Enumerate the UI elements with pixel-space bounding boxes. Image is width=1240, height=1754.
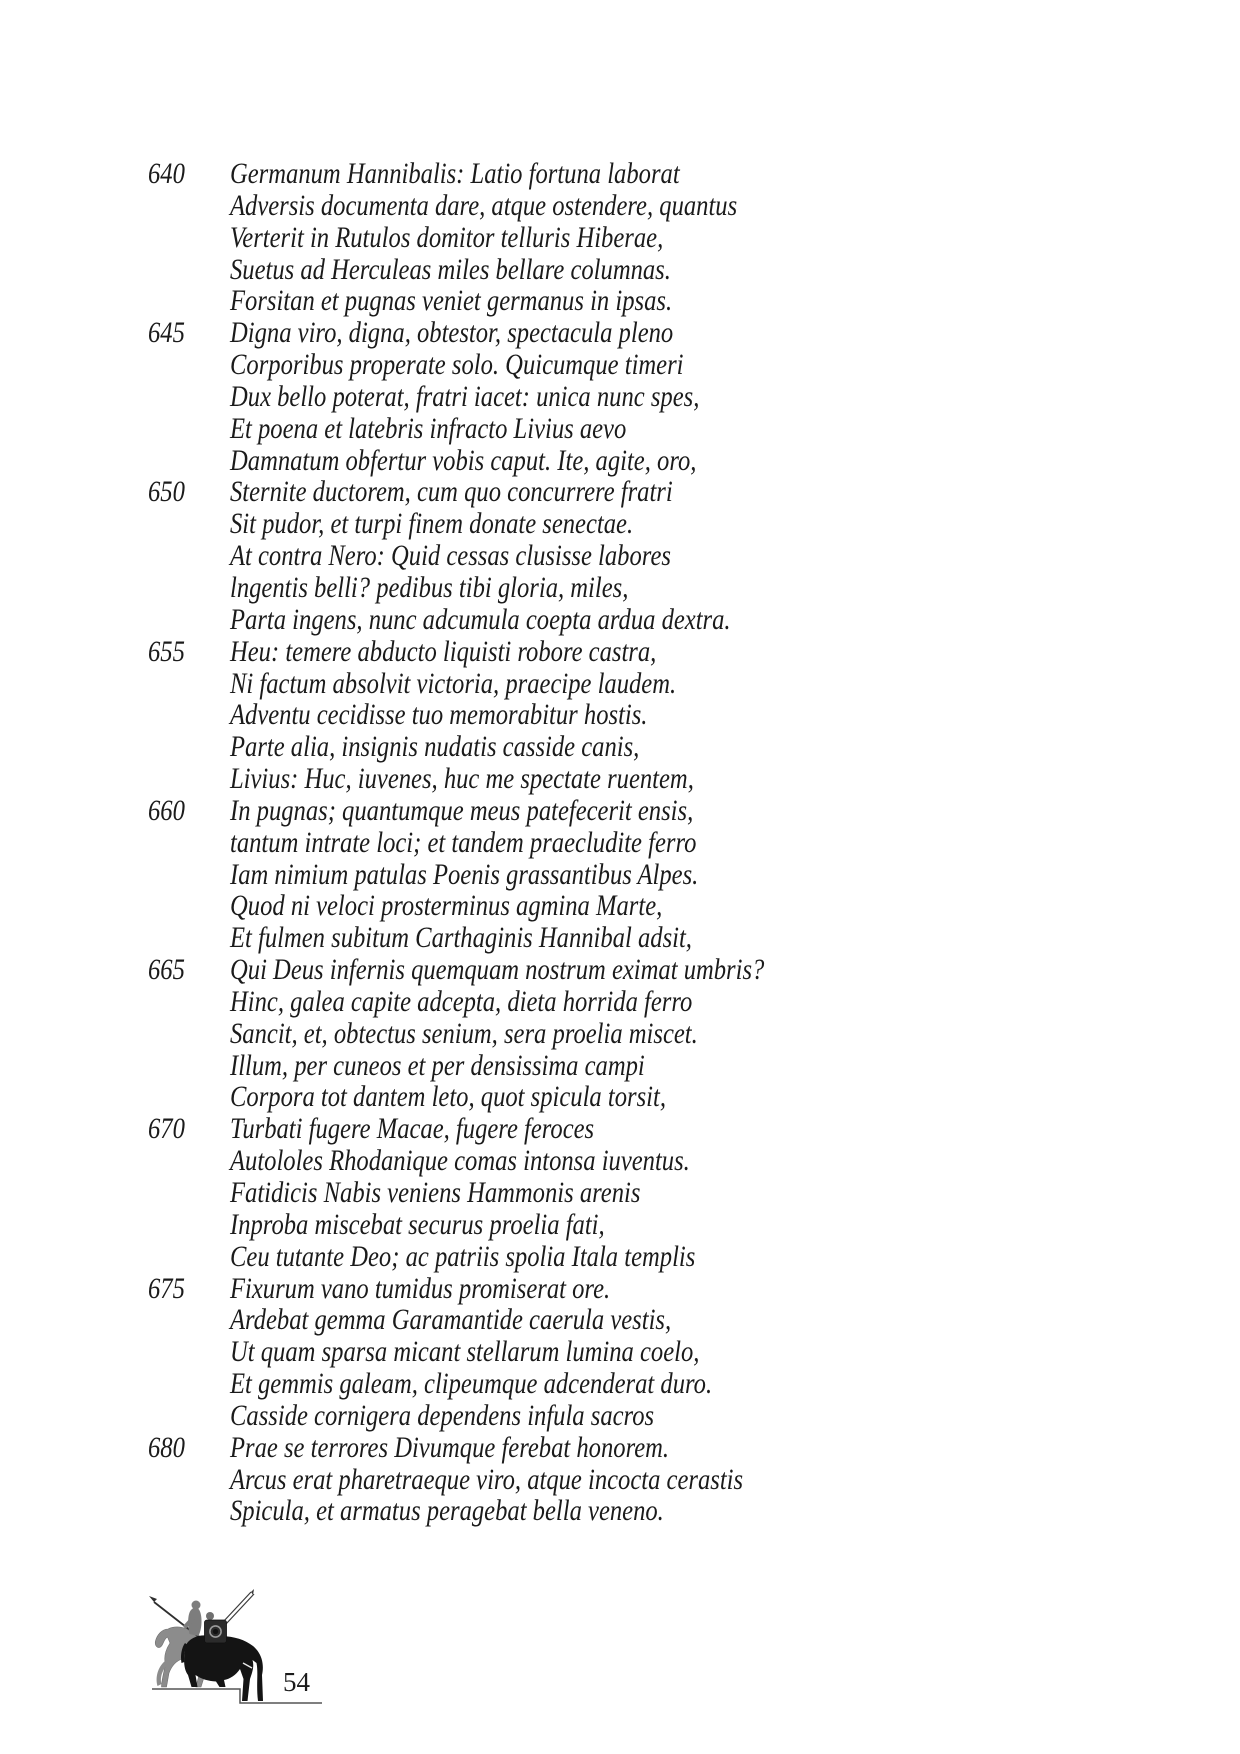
turret-icon: [205, 1612, 227, 1643]
line-text: Inproba miscebat securus proelia fati,: [230, 1207, 605, 1241]
line-text: Spicula, et armatus peragebat bella veneno.: [230, 1494, 664, 1528]
poem-line: [148, 859, 882, 891]
line-number: [148, 445, 215, 477]
poem-line: [148, 190, 882, 222]
poem-line: [148, 699, 882, 731]
poem-line: [148, 1177, 882, 1209]
line-number: [148, 349, 215, 381]
line-number: [148, 1368, 215, 1400]
line-number: 670: [148, 1112, 185, 1146]
line-text: Illum, per cuneos et per densissima campi: [230, 1048, 645, 1082]
line-text: Corpora tot dantem leto, quot spicula torsit,: [230, 1080, 666, 1114]
line-text: Digna viro, digna, obtestor, spectacula pleno: [230, 316, 674, 350]
poem-line: [148, 827, 882, 859]
line-text: Damnatum obfertur vobis caput. Ite, agite, oro,: [230, 443, 697, 477]
poem-line: [148, 1464, 882, 1496]
line-text: Ardebat gemma Garamantide caerula vestis,: [230, 1303, 672, 1337]
line-number: [148, 1336, 215, 1368]
line-number: [148, 1241, 215, 1273]
poem-text-block: [148, 158, 882, 1527]
poem-line: [148, 413, 882, 445]
poem-line: [148, 540, 882, 572]
line-text: Parta ingens, nunc adcumula coepta ardua dextra.: [230, 602, 731, 636]
line-text: Qui Deus infernis quemquam nostrum eximat umbris?: [230, 953, 765, 987]
line-number: [148, 1081, 215, 1113]
line-number: [148, 668, 215, 700]
poem-line: [148, 222, 882, 254]
poem-line: [148, 1495, 882, 1527]
line-number: [148, 922, 215, 954]
line-number: [148, 604, 215, 636]
line-text: Ut quam sparsa micant stellarum lumina coelo,: [230, 1335, 700, 1369]
line-text: Sternite ductorem, cum quo concurrere fratri: [230, 475, 673, 509]
line-text: Ceu tutante Deo; ac patriis spolia Itala templis: [230, 1239, 696, 1273]
line-number: [148, 1177, 215, 1209]
line-number: 660: [148, 793, 185, 827]
line-number: [148, 222, 215, 254]
line-text: Fixurum vano tumidus promiserat ore.: [230, 1271, 611, 1305]
line-text: Et gemmis galeam, clipeumque adcenderat duro.: [230, 1367, 713, 1401]
line-number: [148, 381, 215, 413]
poem-line: [148, 1336, 882, 1368]
line-text: Heu: temere abducto liquisti robore castra,: [230, 634, 657, 668]
line-number: 655: [148, 634, 185, 668]
line-number: [148, 1495, 215, 1527]
line-number: 675: [148, 1271, 185, 1305]
line-number: [148, 731, 215, 763]
poem-line: [148, 1018, 882, 1050]
line-number: 650: [148, 475, 185, 509]
line-number: [148, 859, 215, 891]
line-number: 680: [148, 1430, 185, 1464]
line-number: [148, 1018, 215, 1050]
line-number: [148, 699, 215, 731]
line-text: Turbati fugere Macae, fugere feroces: [230, 1112, 595, 1146]
line-text: Corporibus properate solo. Quicumque timeri: [230, 348, 684, 382]
line-text: tantum intrate loci; et tandem praecludite ferro: [230, 825, 697, 859]
poem-line: [148, 986, 882, 1018]
poem-line: [148, 668, 882, 700]
poem-line: [148, 954, 882, 986]
line-text: Iam nimium patulas Poenis grassantibus Alpes.: [230, 857, 699, 891]
line-text: Adversis documenta dare, atque ostendere, quantus: [230, 188, 738, 222]
line-text: Hinc, galea capite adcepta, dieta horrida ferro: [230, 984, 693, 1018]
mahout-head-icon: [206, 1612, 214, 1620]
line-text: Germanum Hannibalis: Latio fortuna laborat: [230, 157, 680, 190]
line-number: [148, 1209, 215, 1241]
poem-line: [148, 1368, 882, 1400]
poem-line: [148, 1241, 882, 1273]
poem-line: [148, 254, 882, 286]
line-text: At contra Nero: Quid cessas clusisse labores: [230, 539, 671, 573]
line-text: Autololes Rhodanique comas intonsa iuventus.: [230, 1144, 690, 1178]
line-text: Fatidicis Nabis veniens Hammonis arenis: [230, 1176, 641, 1209]
line-text: Livius: Huc, iuvenes, huc me spectate ruentem,: [230, 762, 694, 796]
poem-line: [148, 381, 882, 413]
line-text: Suetus ad Herculeas miles bellare columnas.: [230, 252, 671, 286]
poem-line: [148, 476, 882, 508]
line-number: [148, 190, 215, 222]
line-text: Prae se terrores Divumque ferebat honorem.: [230, 1430, 670, 1464]
line-number: 645: [148, 316, 185, 350]
line-text: lngentis belli? pedibus tibi gloria, miles,: [230, 570, 629, 604]
poem-line: [148, 1081, 882, 1113]
poem-line: [148, 1400, 882, 1432]
poem-line: [148, 604, 882, 636]
poem-line: [148, 636, 882, 668]
page-number: 54: [283, 1667, 310, 1697]
poem-line: [148, 922, 882, 954]
line-text: Sit pudor, et turpi finem donate senectae.: [230, 507, 634, 541]
poem-line: [148, 890, 882, 922]
line-number: [148, 285, 215, 317]
line-text: Dux bello poterat, fratri iacet: unica nunc spes,: [230, 379, 700, 413]
poem-line: [148, 795, 882, 827]
poem-line: [148, 508, 882, 540]
elephant-icon: [181, 1635, 263, 1701]
line-number: [148, 827, 215, 859]
poem-line: [148, 1145, 882, 1177]
turret-lances-icon: [223, 1589, 254, 1624]
line-number: [148, 1050, 215, 1082]
line-number: [148, 508, 215, 540]
line-text: Adventu cecidisse tuo memorabitur hostis.: [230, 698, 648, 732]
poem-line: [148, 1113, 882, 1145]
poem-line: [148, 1050, 882, 1082]
line-number: [148, 540, 215, 572]
poem-line: [148, 731, 882, 763]
line-text: Et poena et latebris infracto Livius aevo: [230, 411, 627, 445]
line-number: [148, 1400, 215, 1432]
line-text: Parte alia, insignis nudatis casside canis,: [230, 730, 640, 764]
line-number: [148, 1464, 215, 1496]
poem-line: [148, 158, 882, 190]
poem-line: [148, 285, 882, 317]
line-text: Forsitan et pugnas veniet germanus in ipsas.: [230, 284, 673, 318]
line-text: Quod ni veloci prosterminus agmina Marte,: [230, 889, 663, 923]
line-text: Ni factum absolvit victoria, praecipe laudem.: [230, 666, 677, 700]
elephant-horseman-illustration: [140, 1583, 340, 1713]
line-text: Et fulmen subitum Carthaginis Hannibal adsit,: [230, 921, 692, 955]
line-number: [148, 572, 215, 604]
line-text: Arcus erat pharetraeque viro, atque incocta cerastis: [230, 1462, 744, 1496]
line-number: [148, 890, 215, 922]
line-number: [148, 413, 215, 445]
poem-line: [148, 1273, 882, 1305]
poem-line: [148, 349, 882, 381]
line-text: Casside cornigera dependens infula sacros: [230, 1398, 655, 1432]
line-number: [148, 763, 215, 795]
poem-line: [148, 1304, 882, 1336]
line-number: [148, 254, 215, 286]
poem-line: [148, 1432, 882, 1464]
poem-line: [148, 445, 882, 477]
line-number: 640: [148, 157, 185, 190]
poem-line: [148, 317, 882, 349]
line-text: In pugnas; quantumque meus patefecerit ensis,: [230, 793, 694, 827]
line-number: [148, 986, 215, 1018]
poem-line: [148, 1209, 882, 1241]
line-number: [148, 1304, 215, 1336]
line-text: Verterit in Rutulos domitor telluris Hiberae,: [230, 220, 664, 254]
poem-line: [148, 572, 882, 604]
line-number: [148, 1145, 215, 1177]
line-text: Sancit, et, obtectus senium, sera proelia miscet.: [230, 1016, 698, 1050]
poem-line: [148, 763, 882, 795]
line-number: 665: [148, 953, 185, 987]
